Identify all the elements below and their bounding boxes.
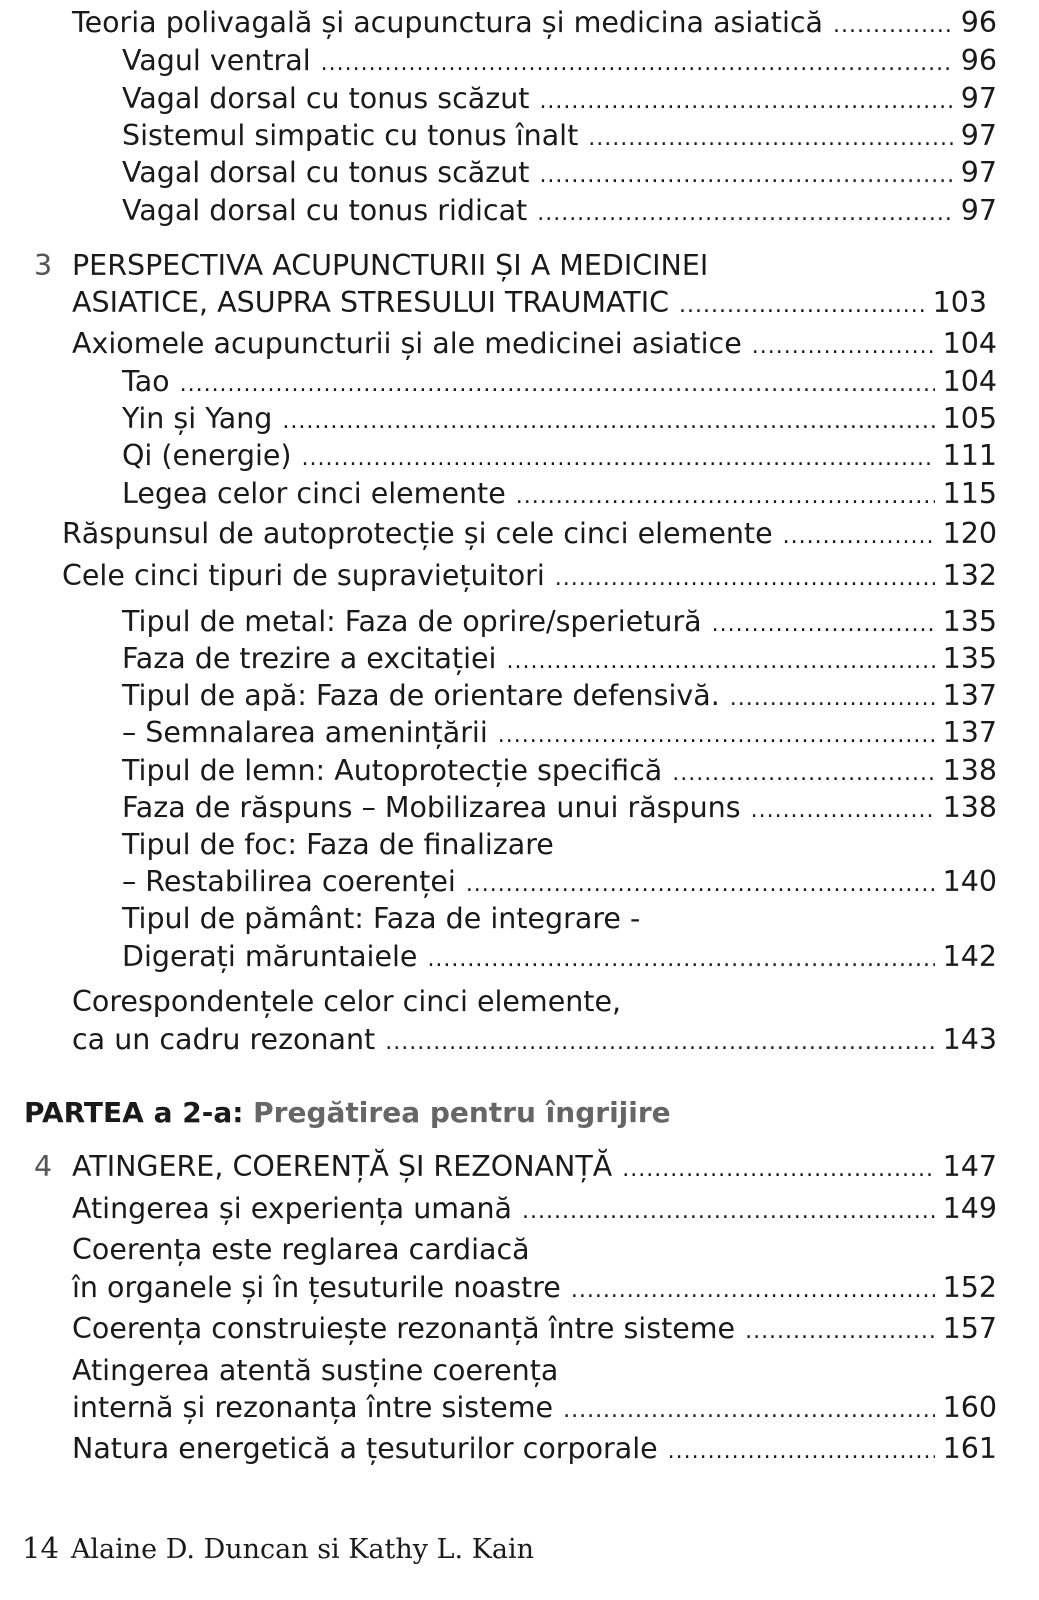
toc-entry-title: Faza de trezire a excitației (122, 642, 497, 675)
toc-entry-title: Teoria polivagală și acupunctura și medicina asiatică (72, 6, 824, 39)
toc-entry-page: 143 (942, 1023, 997, 1056)
toc-entry (62, 519, 997, 552)
toc-entry-page: 137 (942, 679, 997, 712)
toc-entry-title: Sistemul simpatic cu tonus înalt (122, 119, 579, 152)
dot-leader (466, 870, 935, 900)
toc-entry-title: Legea celor cinci elemente (122, 477, 506, 510)
chapter-number: 4 (34, 1150, 53, 1183)
toc-entry-page: 97 (960, 82, 997, 115)
toc-entry-title: Tipul de apă: Faza de orientare defensivă. (122, 679, 720, 712)
page-number: 14 (22, 1531, 59, 1565)
dot-leader (516, 482, 935, 512)
chapter-title-line: PERSPECTIVA ACUPUNCTURII ȘI A MEDICINEI (72, 249, 709, 282)
chapter-number: 3 (34, 249, 53, 282)
toc-entry-page: 140 (942, 865, 997, 898)
toc-entry (72, 8, 997, 41)
toc-entry (122, 84, 997, 117)
toc-entry-title: Qi (energie) (122, 439, 292, 472)
toc-entry (72, 1434, 997, 1467)
dot-leader (385, 1028, 934, 1058)
toc-entry-page: 97 (960, 194, 997, 227)
toc-entry (122, 793, 997, 826)
toc-entry-title: Răspunsul de autoprotecție și cele cinci elemente (62, 517, 773, 550)
dot-leader (180, 370, 935, 400)
dot-leader (539, 87, 952, 117)
toc-entry-title: Vagul ventral (122, 44, 311, 77)
chapter-entry (72, 1152, 997, 1185)
toc-entry-title-line: Corespondențele celor cinci elemente, (72, 985, 622, 1018)
toc-entry (122, 46, 997, 79)
toc-entry-page: 138 (942, 791, 997, 824)
toc-entry (122, 942, 997, 975)
toc-entry-page: 135 (942, 605, 997, 638)
toc-entry-title: Axiomele acupuncturii și ale medicinei asiatice (72, 327, 742, 360)
dot-leader (752, 332, 935, 362)
dot-leader (427, 945, 934, 975)
dot-leader (506, 647, 934, 677)
toc-entry-title: ca un cadru rezonant (72, 1023, 376, 1056)
toc-entry-title: ASIATICE, ASUPRA STRESULUI TRAUMATIC (72, 286, 669, 319)
toc-entry-page: 142 (942, 940, 997, 973)
toc-entry-title-line: Atingerea atentă susține coerența (72, 1354, 559, 1387)
part-heading (24, 1098, 671, 1128)
toc-entry (62, 561, 997, 594)
toc-entry-title: Tao (122, 365, 170, 398)
toc-entry-title-line: Tipul de pământ: Faza de integrare - (122, 902, 641, 935)
toc-entry (72, 1393, 997, 1426)
toc-entry-title: Cele cinci tipuri de supraviețuitori (62, 559, 545, 592)
dot-leader (302, 444, 935, 474)
toc-entry-title: ATINGERE, COERENȚĂ ȘI REZONANȚĂ (72, 1150, 613, 1183)
toc-entry-title: în organele și în țesuturile noastre (72, 1271, 561, 1304)
toc-entry-title: Tipul de metal: Faza de oprire/sperietură (122, 605, 702, 638)
toc-entry (72, 1314, 997, 1347)
toc-entry-title: – Restabilirea coerenței (122, 865, 456, 898)
toc-entry-title: Atingerea și experiența umană (72, 1192, 513, 1225)
page-footer (22, 1533, 534, 1565)
toc-entry-title: Coerența construiește rezonanță între sisteme (72, 1312, 736, 1345)
toc-entry (122, 718, 997, 751)
toc-entry-title: Vagal dorsal cu tonus ridicat (122, 194, 528, 227)
toc-entry-page: 135 (942, 642, 997, 675)
toc-entry-title: Faza de răspuns – Mobilizarea unui răspuns (122, 791, 741, 824)
toc-entry (122, 441, 997, 474)
toc-entry-title: Tipul de lemn: Autoprotecție specifică (122, 754, 663, 787)
chapter-entry (72, 288, 987, 321)
toc-entry-title: Vagal dorsal cu tonus scăzut (122, 156, 530, 189)
dot-leader (571, 1276, 935, 1306)
toc-entry-title: Natura energetică a țesuturilor corporale (72, 1432, 658, 1465)
toc-entry-page: 115 (942, 477, 997, 510)
toc-entry-page: 97 (960, 119, 997, 152)
toc-entry (122, 867, 997, 900)
toc-entry-title: internă și rezonanța între sisteme (72, 1391, 554, 1424)
toc-entry (122, 121, 997, 154)
toc-entry (122, 479, 997, 512)
toc-entry (122, 196, 997, 229)
dot-leader (751, 796, 935, 826)
toc-entry (122, 644, 997, 677)
toc-entry-title-line: Coerența este reglarea cardiacă (72, 1233, 530, 1266)
toc-entry (72, 1025, 997, 1058)
dot-leader (745, 1317, 935, 1347)
dot-leader (672, 759, 934, 789)
toc-entry-title: – Semnalarea amenințării (122, 716, 488, 749)
toc-entry-page: 111 (942, 439, 997, 472)
toc-entry (122, 681, 997, 714)
part-label: PARTEA a 2-a: (24, 1096, 244, 1129)
toc-entry-page: 149 (942, 1192, 997, 1225)
toc-entry-page: 138 (942, 754, 997, 787)
part-subtitle: Pregătirea pentru îngrijire (253, 1096, 671, 1129)
toc-entry-page: 152 (942, 1271, 997, 1304)
toc-entry (72, 1194, 997, 1227)
toc-entry-page: 137 (942, 716, 997, 749)
toc-entry (72, 1273, 997, 1306)
toc-entry-title-line: Tipul de foc: Faza de finalizare (122, 828, 554, 861)
toc-entry (122, 367, 997, 400)
toc-entry-page: 97 (960, 156, 997, 189)
dot-leader (622, 1155, 934, 1185)
toc-entry (122, 158, 997, 191)
dot-leader (668, 1437, 935, 1467)
toc-entry-page: 105 (942, 402, 997, 435)
toc-entry-page: 120 (942, 517, 997, 550)
dot-leader (522, 1197, 935, 1227)
toc-entry-page: 147 (942, 1150, 997, 1183)
dot-leader (563, 1396, 935, 1426)
toc-entry (122, 607, 997, 640)
toc-entry (72, 329, 997, 362)
dot-leader (730, 684, 935, 714)
toc-entry (122, 404, 997, 437)
dot-leader (537, 199, 953, 229)
dot-leader (498, 721, 935, 751)
dot-leader (321, 49, 953, 79)
toc-entry-page: 161 (942, 1432, 997, 1465)
toc-entry-page: 157 (942, 1312, 997, 1345)
toc-entry-page: 104 (942, 365, 997, 398)
dot-leader (833, 11, 953, 41)
toc-entry-page: 132 (942, 559, 997, 592)
dot-leader (712, 610, 935, 640)
dot-leader (783, 522, 935, 552)
toc-entry-page: 96 (960, 6, 997, 39)
toc-entry (122, 756, 997, 789)
toc-entry-page: 96 (960, 44, 997, 77)
toc-entry-title: Vagal dorsal cu tonus scăzut (122, 82, 530, 115)
dot-leader (555, 564, 935, 594)
dot-leader (539, 161, 952, 191)
dot-leader (282, 407, 934, 437)
toc-entry-title: Yin și Yang (122, 402, 273, 435)
toc-entry-page: 103 (932, 286, 987, 319)
dot-leader (679, 291, 925, 321)
dot-leader (588, 124, 952, 154)
toc-entry-title: Digerați măruntaiele (122, 940, 418, 973)
toc-entry-page: 160 (942, 1391, 997, 1424)
footer-authors: Alaine D. Duncan si Kathy L. Kain (70, 1534, 534, 1565)
toc-entry-page: 104 (942, 327, 997, 360)
